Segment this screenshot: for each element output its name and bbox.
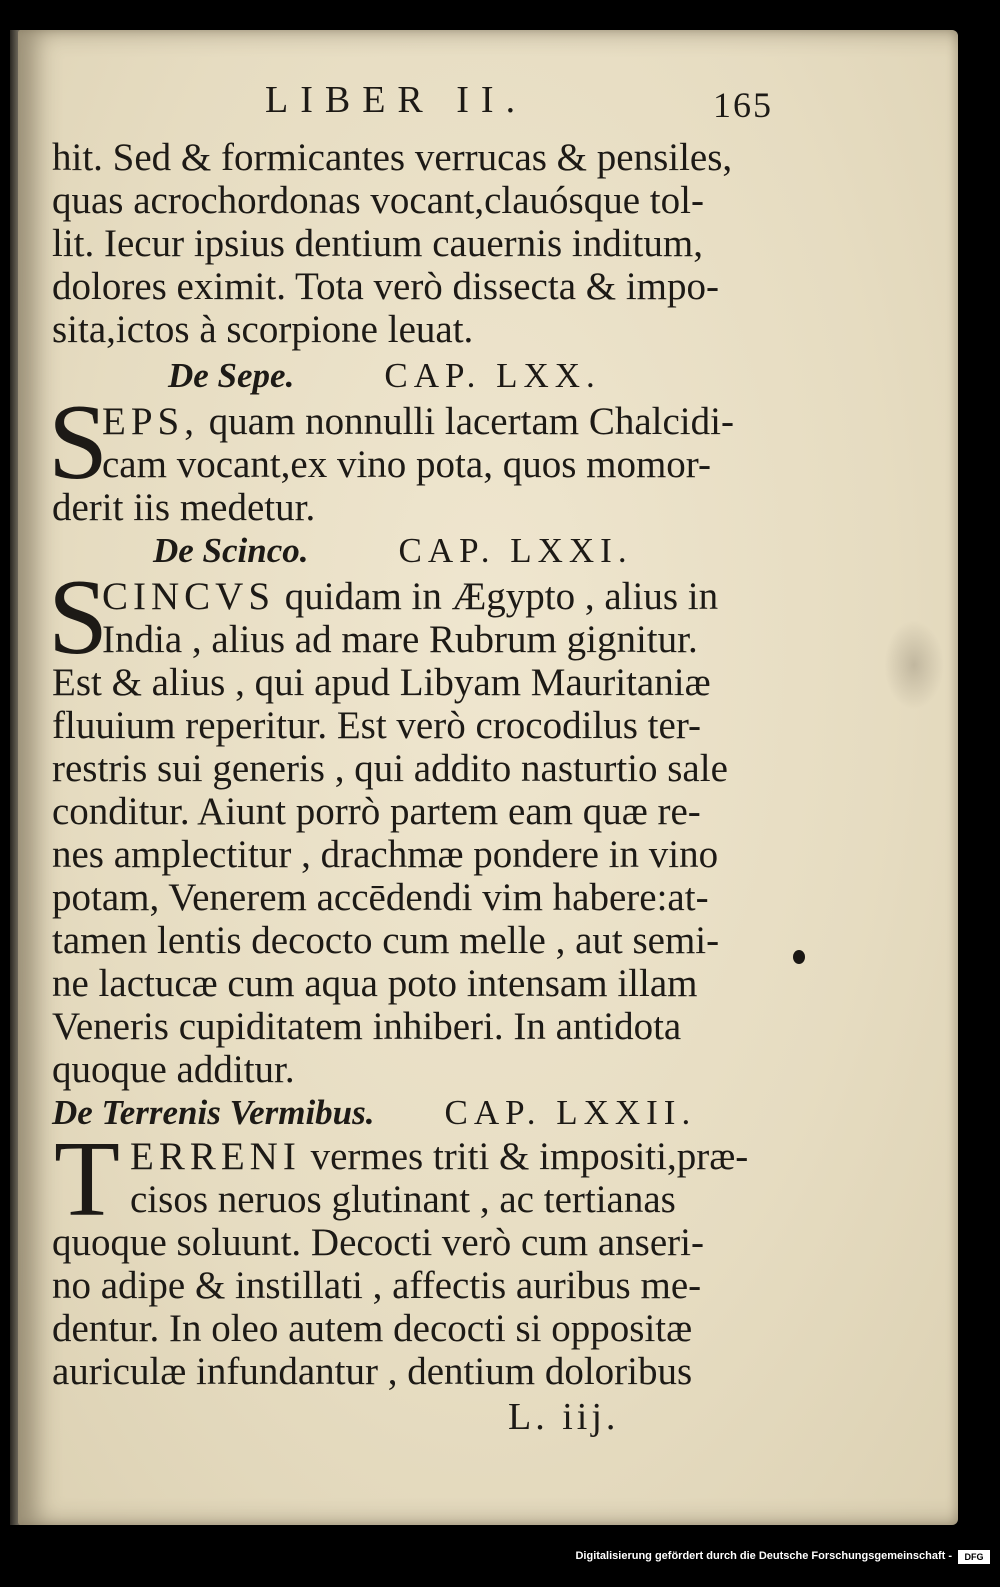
text-line: no adipe & instillati , affectis auribus me- bbox=[52, 1264, 702, 1307]
chapter-number: CAP. LXX. bbox=[384, 356, 601, 395]
text-line: cisos neruos glutinant , ac tertianas bbox=[130, 1178, 676, 1221]
funding-credit: Digitalisierung gefördert durch die Deutsche Forschungsgemeinschaft - bbox=[575, 1550, 952, 1562]
text-line: Est & alius , qui apud Libyam Mauritaniæ bbox=[52, 661, 711, 704]
drop-cap: S bbox=[48, 383, 109, 502]
page-number: 165 bbox=[713, 85, 773, 125]
chapter-heading-70 bbox=[168, 356, 601, 396]
text-line: dentur. In oleo autem decocti si oppositæ bbox=[52, 1307, 693, 1350]
text-line: conditur. Aiunt porrò partem eam quæ re- bbox=[52, 790, 701, 833]
text-line: potam, Venerem accēdendi vim habere:at- bbox=[52, 876, 709, 919]
lead-word: EPS, bbox=[102, 400, 199, 443]
text-line: derit iis medetur. bbox=[52, 486, 316, 529]
drop-cap: T bbox=[54, 1120, 120, 1239]
text-line: nes amplectitur , drachmæ pondere in vino bbox=[52, 833, 719, 876]
text-line: fluuium reperitur. Est verò crocodilus ter- bbox=[52, 704, 702, 747]
text-line: India , alius ad mare Rubrum gignitur. bbox=[102, 618, 698, 661]
chapter-number: CAP. LXXI. bbox=[398, 531, 633, 570]
chapter-title: De Terrenis Vermibus. bbox=[52, 1093, 375, 1132]
text-line: quoque additur. bbox=[52, 1048, 295, 1091]
ink-blot bbox=[793, 950, 805, 964]
text-line: hit. Sed & formicantes verrucas & pensiles, bbox=[52, 136, 733, 179]
running-head: LIBER II. bbox=[265, 79, 528, 121]
text-line: restris sui generis , qui addito nasturtio sale bbox=[52, 747, 728, 790]
text-line: ne lactucæ cum aqua poto intensam illam bbox=[52, 962, 698, 1005]
text-line: quoque soluunt. Decocti verò cum anseri- bbox=[52, 1221, 704, 1264]
dfg-logo: DFG bbox=[958, 1550, 990, 1564]
signature-mark: L. iij. bbox=[508, 1396, 620, 1438]
text-line: EPS, quam nonnulli lacertam Chalcidi- bbox=[102, 400, 734, 443]
text-line: dolores eximit. Tota verò dissecta & impo- bbox=[52, 265, 719, 308]
text-line: Veneris cupiditatem inhiberi. In antidota bbox=[52, 1005, 682, 1048]
text-line: CINCVS quidam in Ægypto , alius in bbox=[102, 575, 719, 618]
text-line: tamen lentis decocto cum melle , aut semi- bbox=[52, 919, 720, 962]
paper-stain bbox=[884, 620, 944, 710]
text-line: lit. Iecur ipsius dentium cauernis inditum, bbox=[52, 222, 703, 265]
chapter-heading-71 bbox=[153, 531, 633, 571]
chapter-heading-72 bbox=[52, 1093, 696, 1133]
chapter-title: De Sepe. bbox=[168, 356, 295, 395]
chapter-title: De Scinco. bbox=[153, 531, 309, 570]
chapter-number: CAP. LXXII. bbox=[444, 1093, 697, 1132]
text-line: auriculæ infundantur , dentium doloribus bbox=[52, 1350, 693, 1393]
lead-word: ERRENI bbox=[130, 1135, 301, 1178]
text-line: cam vocant,ex vino pota, quos momor- bbox=[102, 443, 711, 486]
drop-cap: S bbox=[48, 558, 109, 677]
text-line: sita,ictos à scorpione leuat. bbox=[52, 308, 474, 351]
text-line: quas acrochordonas vocant,clauósque tol- bbox=[52, 179, 704, 222]
lead-word: CINCVS bbox=[102, 575, 276, 618]
text-line: ERRENI vermes triti & impositi,præ- bbox=[130, 1135, 749, 1178]
